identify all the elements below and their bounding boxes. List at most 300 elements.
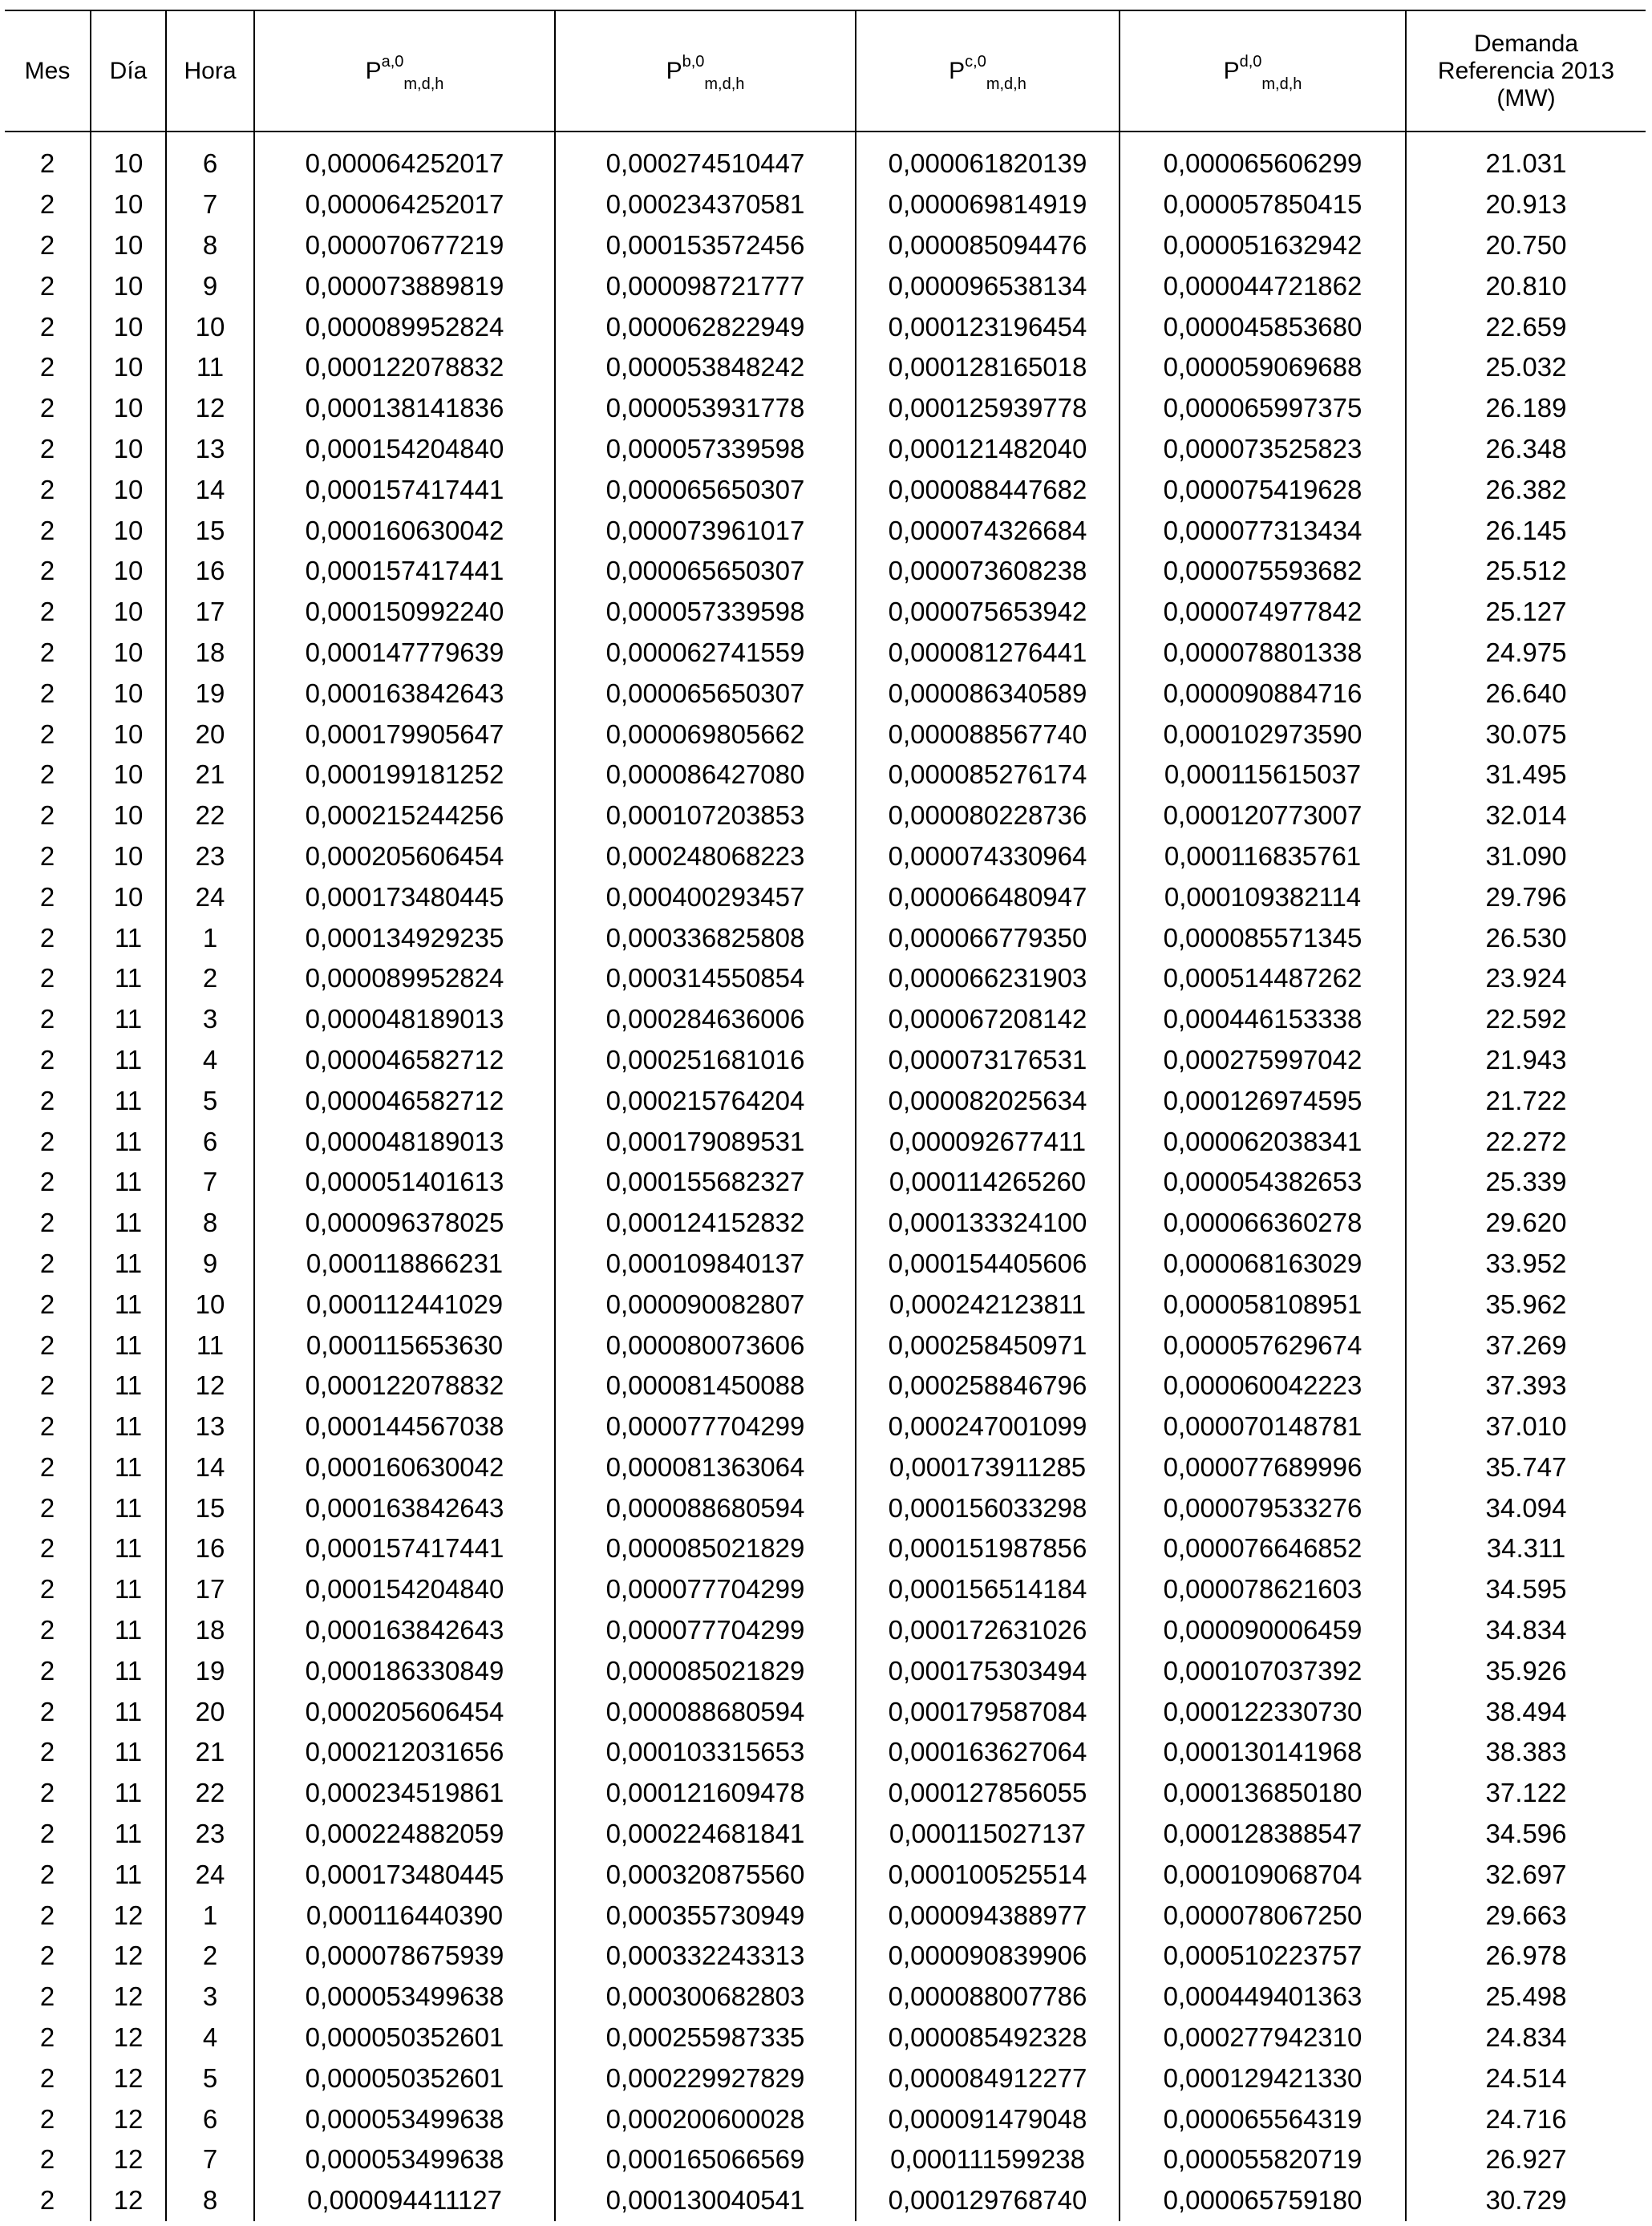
cell-pb: 0,000081363064 bbox=[555, 1447, 856, 1488]
cell-pb: 0,000400293457 bbox=[555, 876, 856, 917]
cell-pd: 0,000514487262 bbox=[1120, 958, 1406, 999]
cell-hora: 15 bbox=[166, 1487, 254, 1528]
cell-pc: 0,000088447682 bbox=[856, 469, 1120, 510]
cell-dia: 12 bbox=[91, 1977, 166, 2018]
cell-pb: 0,000200600028 bbox=[555, 2099, 856, 2139]
table-row bbox=[5, 1732, 1646, 1773]
cell-hora: 22 bbox=[166, 1773, 254, 1814]
cell-demanda: 26.978 bbox=[1485, 1941, 1567, 1971]
cell-hora: 20 bbox=[166, 1691, 254, 1732]
cell-pa: 0,000157417441 bbox=[254, 469, 555, 510]
table-row bbox=[5, 2018, 1646, 2058]
cell-pb: 0,000062741559 bbox=[555, 633, 856, 674]
cell-dia: 12 bbox=[91, 2018, 166, 2058]
cell-pb: 0,000314550854 bbox=[555, 958, 856, 999]
table-row bbox=[5, 2058, 1646, 2099]
header-pc bbox=[856, 10, 1120, 132]
table-row bbox=[5, 1895, 1646, 1936]
header-pd-sub: m,d,h bbox=[1261, 75, 1302, 93]
cell-pc: 0,000085094476 bbox=[856, 225, 1120, 266]
table-row bbox=[5, 1447, 1646, 1488]
header-pc-base: P bbox=[949, 57, 966, 84]
cell-hora: 5 bbox=[166, 2058, 254, 2099]
cell-pa: 0,000199181252 bbox=[254, 755, 555, 795]
cell-pa: 0,000163842643 bbox=[254, 1487, 555, 1528]
cell-pc: 0,000133324100 bbox=[856, 1203, 1120, 1244]
cell-hora: 14 bbox=[166, 469, 254, 510]
cell-demanda: 35.926 bbox=[1485, 1655, 1567, 1686]
cell-pc: 0,000075653942 bbox=[856, 592, 1120, 633]
cell-pa: 0,000064252017 bbox=[254, 184, 555, 225]
cell-pb: 0,000130040541 bbox=[555, 2180, 856, 2221]
cell-mes: 2 bbox=[5, 1366, 91, 1406]
table-row bbox=[5, 184, 1646, 225]
header-pa-sub: m,d,h bbox=[403, 75, 444, 93]
cell-demanda: 21.943 bbox=[1485, 1044, 1567, 1075]
cell-mes: 2 bbox=[5, 1244, 91, 1285]
cell-pa: 0,000048189013 bbox=[254, 1121, 555, 1162]
cell-hora: 12 bbox=[166, 1366, 254, 1406]
cell-pa: 0,000122078832 bbox=[254, 1366, 555, 1406]
cell-hora: 23 bbox=[166, 1814, 254, 1855]
cell-pa: 0,000147779639 bbox=[254, 633, 555, 674]
cell-pd: 0,000109382114 bbox=[1120, 876, 1406, 917]
cell-hora: 11 bbox=[166, 1325, 254, 1366]
cell-pc: 0,000156033298 bbox=[856, 1487, 1120, 1528]
cell-mes: 2 bbox=[5, 1936, 91, 1977]
cell-hora: 3 bbox=[166, 1977, 254, 2018]
cell-pc: 0,000074330964 bbox=[856, 836, 1120, 877]
cell-pa: 0,000205606454 bbox=[254, 1691, 555, 1732]
cell-pd: 0,000075419628 bbox=[1120, 469, 1406, 510]
cell-mes: 2 bbox=[5, 1610, 91, 1651]
cell-pb: 0,000248068223 bbox=[555, 836, 856, 877]
cell-dia: 10 bbox=[91, 429, 166, 470]
cell-pa: 0,000160630042 bbox=[254, 1447, 555, 1488]
cell-dia: 12 bbox=[91, 2058, 166, 2099]
cell-pa: 0,000215244256 bbox=[254, 795, 555, 836]
cell-hora: 17 bbox=[166, 1569, 254, 1610]
cell-pc: 0,000082025634 bbox=[856, 1080, 1120, 1121]
cell-demanda: 20.810 bbox=[1485, 270, 1567, 301]
cell-pd: 0,000120773007 bbox=[1120, 795, 1406, 836]
cell-hora: 15 bbox=[166, 510, 254, 551]
cell-demanda: 32.697 bbox=[1485, 1859, 1567, 1889]
cell-pb: 0,000077704299 bbox=[555, 1610, 856, 1651]
cell-pd: 0,000060042223 bbox=[1120, 1366, 1406, 1406]
table-row bbox=[5, 1244, 1646, 1285]
cell-hora: 23 bbox=[166, 836, 254, 877]
table-row bbox=[5, 917, 1646, 958]
cell-dia: 10 bbox=[91, 836, 166, 877]
cell-demanda: 31.090 bbox=[1485, 840, 1567, 871]
cell-pb: 0,000109840137 bbox=[555, 1244, 856, 1285]
header-pd-sup: d,0 bbox=[1239, 52, 1262, 71]
cell-hora: 1 bbox=[166, 917, 254, 958]
cell-hora: 24 bbox=[166, 1854, 254, 1895]
cell-pd: 0,000078801338 bbox=[1120, 633, 1406, 674]
header-pb-base: P bbox=[666, 57, 682, 84]
table-row bbox=[5, 429, 1646, 470]
cell-pd: 0,000075593682 bbox=[1120, 551, 1406, 592]
cell-mes: 2 bbox=[5, 2018, 91, 2058]
cell-mes: 2 bbox=[5, 1487, 91, 1528]
cell-pd: 0,000068163029 bbox=[1120, 1244, 1406, 1285]
cell-pb: 0,000065650307 bbox=[555, 551, 856, 592]
cell-mes: 2 bbox=[5, 510, 91, 551]
cell-pa: 0,000154204840 bbox=[254, 1569, 555, 1610]
header-pa-base: P bbox=[365, 57, 382, 84]
cell-demanda: 30.729 bbox=[1485, 2185, 1567, 2216]
cell-demanda: 38.383 bbox=[1485, 1737, 1567, 1767]
header-demanda-line3: (MW) bbox=[1496, 84, 1556, 111]
cell-hora: 11 bbox=[166, 347, 254, 388]
cell-dia: 11 bbox=[91, 1366, 166, 1406]
cell-mes: 2 bbox=[5, 2058, 91, 2099]
cell-demanda: 22.659 bbox=[1485, 311, 1567, 342]
cell-dia: 11 bbox=[91, 1854, 166, 1895]
cell-dia: 11 bbox=[91, 1284, 166, 1325]
cell-pa: 0,000186330849 bbox=[254, 1650, 555, 1691]
cell-pc: 0,000123196454 bbox=[856, 306, 1120, 347]
cell-mes: 2 bbox=[5, 469, 91, 510]
cell-dia: 11 bbox=[91, 1040, 166, 1081]
cell-pd: 0,000073525823 bbox=[1120, 429, 1406, 470]
table-row bbox=[5, 999, 1646, 1040]
cell-hora: 2 bbox=[166, 1936, 254, 1977]
cell-mes: 2 bbox=[5, 1691, 91, 1732]
cell-dia: 10 bbox=[91, 755, 166, 795]
cell-pc: 0,000073176531 bbox=[856, 1040, 1120, 1081]
cell-pc: 0,000066231903 bbox=[856, 958, 1120, 999]
table-row bbox=[5, 1325, 1646, 1366]
cell-demanda: 22.272 bbox=[1485, 1126, 1567, 1156]
cell-hora: 22 bbox=[166, 795, 254, 836]
cell-pb: 0,000088680594 bbox=[555, 1691, 856, 1732]
cell-pa: 0,000046582712 bbox=[254, 1040, 555, 1081]
cell-demanda: 29.620 bbox=[1485, 1208, 1567, 1238]
table-row bbox=[5, 2180, 1646, 2221]
table-row bbox=[5, 673, 1646, 714]
cell-pc: 0,000073608238 bbox=[856, 551, 1120, 592]
cell-pc: 0,000088567740 bbox=[856, 714, 1120, 755]
cell-pd: 0,000055820719 bbox=[1120, 2139, 1406, 2180]
cell-pa: 0,000234519861 bbox=[254, 1773, 555, 1814]
cell-demanda: 24.716 bbox=[1485, 2103, 1567, 2134]
cell-pc: 0,000127856055 bbox=[856, 1773, 1120, 1814]
table-row bbox=[5, 1121, 1646, 1162]
table-row bbox=[5, 1366, 1646, 1406]
cell-mes: 2 bbox=[5, 917, 91, 958]
cell-hora: 7 bbox=[166, 1162, 254, 1203]
cell-pd: 0,000079533276 bbox=[1120, 1487, 1406, 1528]
cell-pa: 0,000053499638 bbox=[254, 1977, 555, 2018]
table-row bbox=[5, 265, 1646, 306]
cell-pc: 0,000154405606 bbox=[856, 1244, 1120, 1285]
cell-demanda: 34.595 bbox=[1485, 1574, 1567, 1605]
cell-demanda: 31.495 bbox=[1485, 759, 1567, 790]
cell-pa: 0,000212031656 bbox=[254, 1732, 555, 1773]
cell-dia: 11 bbox=[91, 1406, 166, 1447]
table-row bbox=[5, 2139, 1646, 2180]
cell-pd: 0,000054382653 bbox=[1120, 1162, 1406, 1203]
cell-mes: 2 bbox=[5, 1080, 91, 1121]
cell-mes: 2 bbox=[5, 633, 91, 674]
cell-demanda: 38.494 bbox=[1485, 1696, 1567, 1726]
cell-dia: 10 bbox=[91, 388, 166, 429]
cell-pd: 0,000058108951 bbox=[1120, 1284, 1406, 1325]
cell-pa: 0,000118866231 bbox=[254, 1244, 555, 1285]
cell-pb: 0,000320875560 bbox=[555, 1854, 856, 1895]
cell-pc: 0,000061820139 bbox=[856, 132, 1120, 184]
table-row bbox=[5, 1203, 1646, 1244]
cell-hora: 13 bbox=[166, 1406, 254, 1447]
table-row bbox=[5, 592, 1646, 633]
header-pb-sub: m,d,h bbox=[704, 75, 745, 93]
cell-pa: 0,000173480445 bbox=[254, 876, 555, 917]
cell-demanda: 24.514 bbox=[1485, 2062, 1567, 2093]
cell-pb: 0,000224681841 bbox=[555, 1814, 856, 1855]
cell-pa: 0,000089952824 bbox=[254, 306, 555, 347]
cell-pa: 0,000224882059 bbox=[254, 1814, 555, 1855]
cell-pc: 0,000258450971 bbox=[856, 1325, 1120, 1366]
table-row bbox=[5, 551, 1646, 592]
table-row bbox=[5, 510, 1646, 551]
cell-mes: 2 bbox=[5, 2139, 91, 2180]
cell-dia: 11 bbox=[91, 917, 166, 958]
cell-pd: 0,000085571345 bbox=[1120, 917, 1406, 958]
cell-pb: 0,000062822949 bbox=[555, 306, 856, 347]
cell-demanda: 24.975 bbox=[1485, 637, 1567, 667]
cell-pd: 0,000057629674 bbox=[1120, 1325, 1406, 1366]
cell-dia: 10 bbox=[91, 551, 166, 592]
cell-mes: 2 bbox=[5, 1569, 91, 1610]
cell-demanda: 24.834 bbox=[1485, 2022, 1567, 2053]
cell-dia: 10 bbox=[91, 225, 166, 266]
cell-pc: 0,000094388977 bbox=[856, 1895, 1120, 1936]
cell-pd: 0,000107037392 bbox=[1120, 1650, 1406, 1691]
cell-pa: 0,000138141836 bbox=[254, 388, 555, 429]
cell-demanda: 26.189 bbox=[1485, 393, 1567, 423]
table-row bbox=[5, 1650, 1646, 1691]
cell-pb: 0,000053931778 bbox=[555, 388, 856, 429]
cell-pb: 0,000274510447 bbox=[555, 132, 856, 184]
cell-pa: 0,000112441029 bbox=[254, 1284, 555, 1325]
cell-dia: 11 bbox=[91, 1447, 166, 1488]
cell-dia: 10 bbox=[91, 714, 166, 755]
cell-pd: 0,000109068704 bbox=[1120, 1854, 1406, 1895]
cell-pc: 0,000090839906 bbox=[856, 1936, 1120, 1977]
cell-pc: 0,000086340589 bbox=[856, 673, 1120, 714]
table-row bbox=[5, 1284, 1646, 1325]
cell-pd: 0,000122330730 bbox=[1120, 1691, 1406, 1732]
cell-pa: 0,000046582712 bbox=[254, 1080, 555, 1121]
cell-pa: 0,000064252017 bbox=[254, 132, 555, 184]
cell-pd: 0,000277942310 bbox=[1120, 2018, 1406, 2058]
cell-pc: 0,000080228736 bbox=[856, 795, 1120, 836]
cell-pb: 0,000124152832 bbox=[555, 1203, 856, 1244]
cell-hora: 7 bbox=[166, 184, 254, 225]
cell-pc: 0,000085492328 bbox=[856, 2018, 1120, 2058]
cell-mes: 2 bbox=[5, 306, 91, 347]
cell-dia: 11 bbox=[91, 1610, 166, 1651]
cell-pd: 0,000449401363 bbox=[1120, 1977, 1406, 2018]
cell-pa: 0,000160630042 bbox=[254, 510, 555, 551]
cell-dia: 10 bbox=[91, 510, 166, 551]
header-dia: Día bbox=[91, 10, 166, 132]
table-row bbox=[5, 1162, 1646, 1203]
cell-mes: 2 bbox=[5, 1732, 91, 1773]
cell-pc: 0,000074326684 bbox=[856, 510, 1120, 551]
cell-dia: 10 bbox=[91, 265, 166, 306]
cell-dia: 10 bbox=[91, 184, 166, 225]
cell-mes: 2 bbox=[5, 1121, 91, 1162]
cell-demanda: 35.747 bbox=[1485, 1451, 1567, 1482]
table-row bbox=[5, 795, 1646, 836]
cell-dia: 11 bbox=[91, 1244, 166, 1285]
cell-dia: 11 bbox=[91, 1203, 166, 1244]
cell-pd: 0,000078067250 bbox=[1120, 1895, 1406, 1936]
cell-dia: 10 bbox=[91, 673, 166, 714]
cell-demanda: 26.348 bbox=[1485, 433, 1567, 463]
cell-demanda: 25.127 bbox=[1485, 597, 1567, 627]
cell-mes: 2 bbox=[5, 1203, 91, 1244]
cell-pb: 0,000155682327 bbox=[555, 1162, 856, 1203]
cell-pc: 0,000069814919 bbox=[856, 184, 1120, 225]
cell-pc: 0,000067208142 bbox=[856, 999, 1120, 1040]
cell-dia: 11 bbox=[91, 1691, 166, 1732]
cell-hora: 24 bbox=[166, 876, 254, 917]
cell-pc: 0,000151987856 bbox=[856, 1528, 1120, 1569]
cell-pd: 0,000102973590 bbox=[1120, 714, 1406, 755]
cell-mes: 2 bbox=[5, 1814, 91, 1855]
cell-mes: 2 bbox=[5, 184, 91, 225]
cell-dia: 10 bbox=[91, 132, 166, 184]
cell-pc: 0,000096538134 bbox=[856, 265, 1120, 306]
cell-pb: 0,000085021829 bbox=[555, 1650, 856, 1691]
cell-pa: 0,000205606454 bbox=[254, 836, 555, 877]
cell-demanda: 37.269 bbox=[1485, 1330, 1567, 1360]
cell-mes: 2 bbox=[5, 876, 91, 917]
cell-pb: 0,000121609478 bbox=[555, 1773, 856, 1814]
cell-pd: 0,000074977842 bbox=[1120, 592, 1406, 633]
cell-pc: 0,000121482040 bbox=[856, 429, 1120, 470]
cell-pb: 0,000255987335 bbox=[555, 2018, 856, 2058]
cell-pa: 0,000179905647 bbox=[254, 714, 555, 755]
cell-demanda: 34.311 bbox=[1486, 1533, 1566, 1564]
cell-hora: 4 bbox=[166, 2018, 254, 2058]
table-row bbox=[5, 132, 1646, 184]
cell-demanda: 22.592 bbox=[1485, 1004, 1567, 1034]
cell-pc: 0,000081276441 bbox=[856, 633, 1120, 674]
table-row bbox=[5, 347, 1646, 388]
header-pb-sup: b,0 bbox=[682, 52, 705, 71]
cell-hora: 6 bbox=[166, 2099, 254, 2139]
cell-hora: 20 bbox=[166, 714, 254, 755]
cell-demanda: 26.145 bbox=[1485, 515, 1567, 545]
header-demanda-line1: Demanda bbox=[1473, 30, 1579, 57]
cell-mes: 2 bbox=[5, 347, 91, 388]
cell-pc: 0,000156514184 bbox=[856, 1569, 1120, 1610]
cell-pb: 0,000215764204 bbox=[555, 1080, 856, 1121]
cell-hora: 9 bbox=[166, 265, 254, 306]
cell-pc: 0,000092677411 bbox=[856, 1121, 1120, 1162]
cell-mes: 2 bbox=[5, 958, 91, 999]
cell-pd: 0,000126974595 bbox=[1120, 1080, 1406, 1121]
header-demanda bbox=[1406, 10, 1646, 132]
cell-pb: 0,000284636006 bbox=[555, 999, 856, 1040]
table-row bbox=[5, 876, 1646, 917]
cell-pc: 0,000125939778 bbox=[856, 388, 1120, 429]
cell-pa: 0,000094411127 bbox=[254, 2180, 555, 2221]
cell-pc: 0,000114265260 bbox=[856, 1162, 1120, 1203]
cell-mes: 2 bbox=[5, 2099, 91, 2139]
cell-demanda: 34.596 bbox=[1485, 1819, 1567, 1849]
cell-pb: 0,000229927829 bbox=[555, 2058, 856, 2099]
cell-dia: 11 bbox=[91, 1325, 166, 1366]
cell-pc: 0,000129768740 bbox=[856, 2180, 1120, 2221]
cell-pb: 0,000085021829 bbox=[555, 1528, 856, 1569]
cell-pd: 0,000128388547 bbox=[1120, 1814, 1406, 1855]
cell-pc: 0,000115027137 bbox=[856, 1814, 1120, 1855]
cell-dia: 10 bbox=[91, 469, 166, 510]
cell-hora: 6 bbox=[166, 1121, 254, 1162]
cell-mes: 2 bbox=[5, 1773, 91, 1814]
cell-hora: 6 bbox=[166, 132, 254, 184]
cell-pb: 0,000081450088 bbox=[555, 1366, 856, 1406]
cell-pa: 0,000048189013 bbox=[254, 999, 555, 1040]
cell-hora: 14 bbox=[166, 1447, 254, 1488]
cell-pc: 0,000088007786 bbox=[856, 1977, 1120, 2018]
cell-pb: 0,000057339598 bbox=[555, 429, 856, 470]
cell-demanda: 37.010 bbox=[1485, 1411, 1567, 1442]
cell-pb: 0,000088680594 bbox=[555, 1487, 856, 1528]
table-row bbox=[5, 1528, 1646, 1569]
table-row bbox=[5, 1610, 1646, 1651]
header-pd bbox=[1120, 10, 1406, 132]
cell-pb: 0,000065650307 bbox=[555, 469, 856, 510]
cell-pa: 0,000157417441 bbox=[254, 1528, 555, 1569]
cell-mes: 2 bbox=[5, 1650, 91, 1691]
cell-demanda: 26.640 bbox=[1485, 678, 1567, 708]
cell-dia: 11 bbox=[91, 1569, 166, 1610]
cell-pb: 0,000065650307 bbox=[555, 673, 856, 714]
cell-pd: 0,000510223757 bbox=[1120, 1936, 1406, 1977]
table-row bbox=[5, 958, 1646, 999]
cell-pd: 0,000077689996 bbox=[1120, 1447, 1406, 1488]
cell-mes: 2 bbox=[5, 1162, 91, 1203]
cell-hora: 9 bbox=[166, 1244, 254, 1285]
cell-mes: 2 bbox=[5, 592, 91, 633]
cell-hora: 1 bbox=[166, 1895, 254, 1936]
cell-pb: 0,000098721777 bbox=[555, 265, 856, 306]
cell-dia: 11 bbox=[91, 1121, 166, 1162]
cell-hora: 2 bbox=[166, 958, 254, 999]
cell-hora: 10 bbox=[166, 1284, 254, 1325]
table-row bbox=[5, 1691, 1646, 1732]
cell-dia: 11 bbox=[91, 1650, 166, 1691]
cell-pc: 0,000172631026 bbox=[856, 1610, 1120, 1651]
cell-pb: 0,000057339598 bbox=[555, 592, 856, 633]
table-header bbox=[5, 10, 1646, 132]
cell-dia: 11 bbox=[91, 958, 166, 999]
cell-hora: 21 bbox=[166, 1732, 254, 1773]
cell-demanda: 33.952 bbox=[1485, 1248, 1567, 1278]
coefficients-table bbox=[5, 10, 1646, 2221]
cell-pb: 0,000234370581 bbox=[555, 184, 856, 225]
cell-pb: 0,000069805662 bbox=[555, 714, 856, 755]
header-pc-sup: c,0 bbox=[965, 52, 986, 71]
